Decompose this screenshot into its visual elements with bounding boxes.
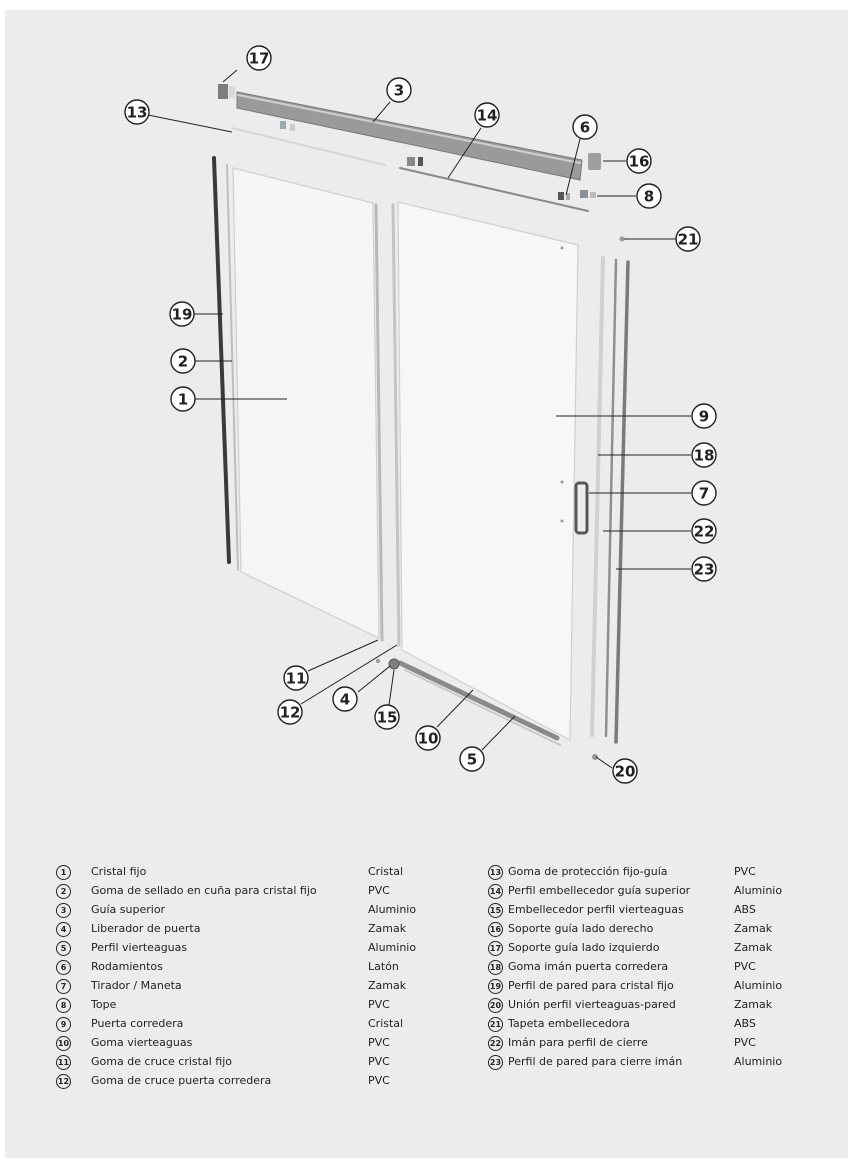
callout-label: 5 — [466, 750, 478, 769]
leader-line — [389, 670, 394, 705]
guide-clip — [407, 157, 415, 166]
legend-part-name: Guía superior — [91, 903, 166, 916]
handle — [576, 483, 587, 533]
door-dot — [561, 520, 564, 523]
callout-21 — [676, 227, 700, 251]
legend-part-name: Imán para perfil de cierre — [508, 1036, 648, 1049]
legend-part-name: Liberador de puerta — [91, 922, 201, 935]
legend-material: PVC — [368, 1055, 390, 1068]
legend-number: 10 — [56, 1036, 71, 1051]
closing-magnet — [606, 260, 616, 736]
callout-label: 13 — [126, 103, 148, 122]
legend-part-name: Rodamientos — [91, 960, 163, 973]
callout-9 — [692, 404, 716, 428]
legend-number: 19 — [488, 979, 503, 994]
callout-label: 14 — [476, 106, 498, 125]
legend-material: PVC — [734, 960, 756, 973]
door-dot — [561, 247, 564, 250]
legend-number: 4 — [56, 922, 71, 937]
legend-number: 11 — [56, 1055, 71, 1070]
callout-label: 1 — [177, 390, 189, 409]
callout-4 — [333, 687, 357, 711]
left-guide-support-plate — [229, 86, 235, 98]
callout-label: 3 — [393, 81, 405, 100]
legend-part-name: Perfil de pared para cierre imán — [508, 1055, 683, 1068]
cover-cap — [620, 237, 625, 242]
callout-label: 2 — [177, 352, 189, 371]
legend-part-name: Goma de cruce puerta corredera — [91, 1074, 272, 1087]
callout-13 — [125, 100, 149, 124]
legend-material: Zamak — [368, 922, 407, 935]
callout-15 — [375, 705, 399, 729]
legend-material: PVC — [734, 1036, 756, 1049]
legend-part-name: Goma de cruce cristal fijo — [91, 1055, 232, 1068]
legend-number: 21 — [488, 1017, 503, 1032]
callout-label: 9 — [698, 407, 710, 426]
legend-number: 9 — [56, 1017, 71, 1032]
leader-line — [596, 757, 612, 768]
legend-material: PVC — [368, 998, 390, 1011]
callout-label: 22 — [693, 522, 715, 541]
legend-number: 12 — [56, 1074, 71, 1089]
legend-number: 16 — [488, 922, 503, 937]
callout-label: 19 — [171, 305, 193, 324]
legend-material: Aluminio — [734, 884, 783, 897]
fixed-glass — [233, 168, 379, 638]
stop — [590, 192, 596, 198]
legend-part-name: Goma vierteaguas — [91, 1036, 193, 1049]
legend-number: 18 — [488, 960, 503, 975]
threshold-trim — [389, 659, 399, 669]
legend-number: 20 — [488, 998, 503, 1013]
legend-material: Zamak — [734, 922, 773, 935]
leader-line — [482, 716, 515, 750]
callout-label: 18 — [693, 446, 715, 465]
legend-number: 7 — [56, 979, 71, 994]
callout-3 — [387, 78, 411, 102]
legend-part-name: Goma imán puerta corredera — [508, 960, 669, 973]
callout-2 — [171, 349, 195, 373]
legend-number: 22 — [488, 1036, 503, 1051]
legend-material: PVC — [368, 884, 390, 897]
legend-material: PVC — [368, 1036, 390, 1049]
callout-23 — [692, 557, 716, 581]
legend-number: 5 — [56, 941, 71, 956]
callout-18 — [692, 443, 716, 467]
legend-number: 17 — [488, 941, 503, 956]
wall-junction — [592, 754, 598, 760]
callout-19 — [170, 302, 194, 326]
legend-number: 8 — [56, 998, 71, 1013]
legend-part-name: Perfil vierteaguas — [91, 941, 188, 954]
callout-label: 15 — [376, 708, 398, 727]
legend-part-name: Goma de sellado en cuña para cristal fijo — [91, 884, 317, 897]
legend-number: 15 — [488, 903, 503, 918]
parts — [214, 81, 628, 760]
legend-part-name: Perfil de pared para cristal fijo — [508, 979, 674, 992]
callout-label: 12 — [279, 703, 301, 722]
legend-number: 1 — [56, 865, 71, 880]
callout-label: 20 — [614, 762, 636, 781]
left-wall-profile — [214, 158, 229, 562]
legend-material: Cristal — [368, 1017, 404, 1030]
legend-material: Cristal — [368, 865, 404, 878]
legend-number: 3 — [56, 903, 71, 918]
legend-part-name: Puerta corredera — [91, 1017, 184, 1030]
legend-material: Zamak — [734, 941, 773, 954]
legend-part-name: Goma de protección fijo-guía — [508, 865, 668, 878]
callout-label: 8 — [643, 187, 655, 206]
guide-clip — [418, 157, 423, 166]
callout-label: 23 — [693, 560, 715, 579]
callout-10 — [416, 726, 440, 750]
legend-part-name: Unión perfil vierteaguas-pared — [508, 998, 676, 1011]
legend-material: Zamak — [734, 998, 773, 1011]
callout-label: 4 — [339, 690, 351, 709]
legend-material: PVC — [734, 865, 756, 878]
legend-part-name: Perfil embellecedor guía superior — [508, 884, 691, 897]
legend-material: Zamak — [368, 979, 407, 992]
right-guide-support — [588, 153, 601, 170]
door-dot — [561, 481, 564, 484]
leader-line — [373, 102, 390, 122]
leader-line — [308, 640, 378, 671]
roller — [558, 192, 564, 200]
left-guide-support — [218, 84, 228, 99]
door-magnet-seal — [592, 258, 603, 735]
callout-6 — [573, 115, 597, 139]
callout-5 — [460, 747, 484, 771]
legend-part-name: Embellecedor perfil vierteaguas — [508, 903, 684, 916]
guide-clip — [280, 121, 286, 129]
legend-material: Aluminio — [368, 903, 417, 916]
door-release — [376, 659, 380, 663]
legend-material: Aluminio — [368, 941, 417, 954]
callout-label: 17 — [248, 49, 270, 68]
top-guide-highlight — [238, 95, 580, 163]
callout-label: 6 — [579, 118, 591, 137]
callout-20 — [613, 759, 637, 783]
legend-number: 2 — [56, 884, 71, 899]
legend-material: Latón — [368, 960, 399, 973]
legend-part-name: Soporte guía lado izquierdo — [508, 941, 660, 954]
sliding-door — [398, 202, 578, 740]
legend-part-name: Soporte guía lado derecho — [508, 922, 654, 935]
legend-part-name: Cristal fijo — [91, 865, 147, 878]
callout-16 — [627, 149, 651, 173]
stop — [580, 190, 588, 198]
legend-material: Aluminio — [734, 979, 783, 992]
callout-7 — [692, 481, 716, 505]
legend-material: ABS — [734, 1017, 756, 1030]
legend-number: 23 — [488, 1055, 503, 1070]
callout-label: 16 — [628, 152, 650, 171]
guide-clip — [290, 124, 295, 131]
legend-number: 13 — [488, 865, 503, 880]
callout-label: 10 — [417, 729, 439, 748]
leader-line — [148, 115, 232, 132]
legend-number: 14 — [488, 884, 503, 899]
callout-17 — [247, 46, 271, 70]
leader-line — [223, 70, 237, 82]
legend-part-name: Tapeta embellecedora — [508, 1017, 630, 1030]
leader-line — [437, 690, 473, 727]
legend-number: 6 — [56, 960, 71, 975]
callout-label: 7 — [698, 484, 710, 503]
callout-12 — [278, 700, 302, 724]
legend-material: PVC — [368, 1074, 390, 1087]
callout-label: 21 — [677, 230, 699, 249]
callout-22 — [692, 519, 716, 543]
callout-1 — [171, 387, 195, 411]
legend-material: Aluminio — [734, 1055, 783, 1068]
callout-8 — [637, 184, 661, 208]
callout-label: 11 — [285, 669, 307, 688]
legend-part-name: Tirador / Maneta — [91, 979, 182, 992]
magnet-wall-profile — [616, 262, 628, 742]
leader-line — [358, 666, 390, 692]
callout-14 — [475, 103, 499, 127]
callout-11 — [284, 666, 308, 690]
legend-material: ABS — [734, 903, 756, 916]
legend-part-name: Tope — [91, 998, 117, 1011]
